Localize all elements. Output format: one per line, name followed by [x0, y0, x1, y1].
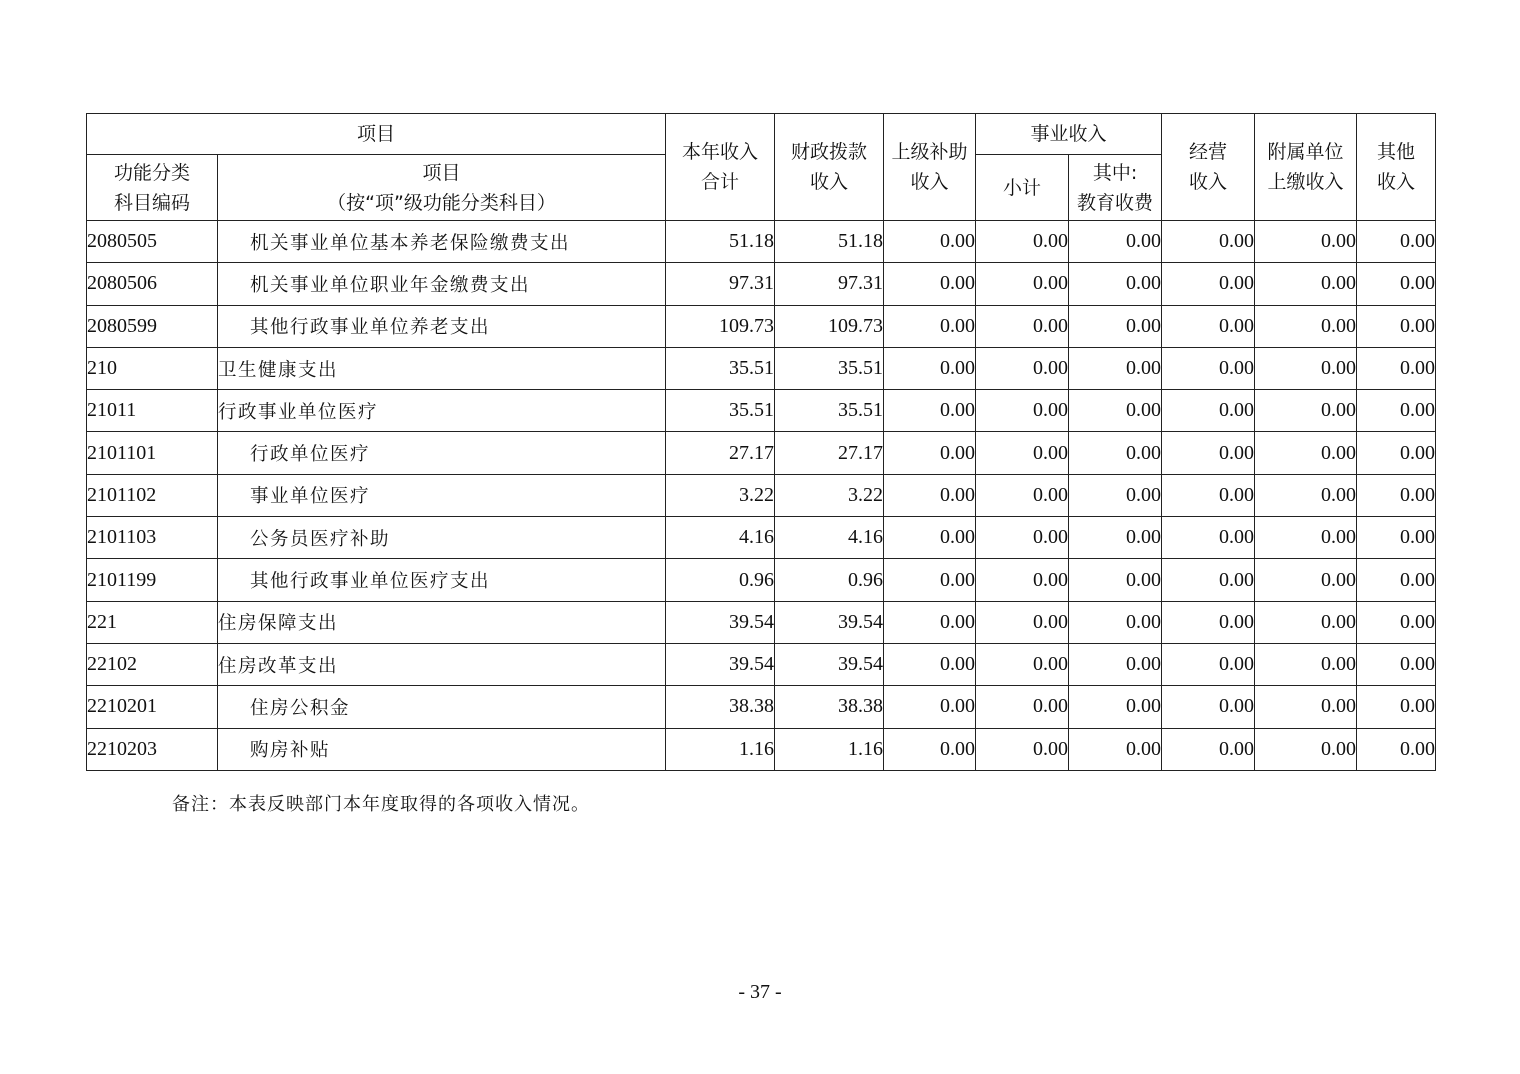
- affiliated-value: 0.00: [1255, 728, 1357, 770]
- other-value: 0.00: [1357, 432, 1436, 474]
- education-fee-value: 0.00: [1069, 305, 1162, 347]
- affiliated-value: 0.00: [1255, 221, 1357, 263]
- operating-value: 0.00: [1162, 559, 1255, 601]
- function-code: 221: [87, 601, 218, 643]
- affiliated-value: 0.00: [1255, 432, 1357, 474]
- operating-value: 0.00: [1162, 474, 1255, 516]
- education-fee-value: 0.00: [1069, 517, 1162, 559]
- other-value: 0.00: [1357, 263, 1436, 305]
- other-value: 0.00: [1357, 643, 1436, 685]
- superior-value: 0.00: [884, 347, 976, 389]
- education-fee-value: 0.00: [1069, 728, 1162, 770]
- item-name: 住房公积金: [218, 686, 666, 728]
- affiliated-value: 0.00: [1255, 263, 1357, 305]
- item-name: 其他行政事业单位医疗支出: [218, 559, 666, 601]
- fiscal-value: 35.51: [775, 347, 884, 389]
- fiscal-value: 109.73: [775, 305, 884, 347]
- fiscal-value: 1.16: [775, 728, 884, 770]
- item-name: 卫生健康支出: [218, 347, 666, 389]
- other-value: 0.00: [1357, 305, 1436, 347]
- education-fee-value: 0.00: [1069, 559, 1162, 601]
- header-operating-income: 经营 收入: [1162, 114, 1255, 221]
- table-row: [87, 305, 1436, 347]
- item-name: 机关事业单位基本养老保险缴费支出: [218, 221, 666, 263]
- header-other-income: 其他 收入: [1357, 114, 1436, 221]
- table-row: [87, 686, 1436, 728]
- fiscal-value: 35.51: [775, 390, 884, 432]
- superior-value: 0.00: [884, 432, 976, 474]
- table-row: [87, 643, 1436, 685]
- total-income-value: 4.16: [666, 517, 775, 559]
- header-row-1: [87, 114, 1436, 155]
- education-fee-value: 0.00: [1069, 643, 1162, 685]
- income-table-sheet: [86, 113, 1435, 771]
- operating-value: 0.00: [1162, 347, 1255, 389]
- item-name: 住房改革支出: [218, 643, 666, 685]
- fiscal-value: 51.18: [775, 221, 884, 263]
- table-row: [87, 390, 1436, 432]
- superior-value: 0.00: [884, 517, 976, 559]
- operating-value: 0.00: [1162, 517, 1255, 559]
- header-education-fee: 其中: 教育收费: [1069, 155, 1162, 221]
- superior-value: 0.00: [884, 643, 976, 685]
- superior-value: 0.00: [884, 686, 976, 728]
- total-income-value: 27.17: [666, 432, 775, 474]
- subtotal-value: 0.00: [976, 347, 1069, 389]
- table-row: [87, 432, 1436, 474]
- header-business-subtotal: 小计: [976, 155, 1069, 221]
- header-item-name: 项目 （按“项”级功能分类科目）: [218, 155, 666, 221]
- total-income-value: 39.54: [666, 601, 775, 643]
- header-superior-subsidy: 上级补助 收入: [884, 114, 976, 221]
- function-code: 210: [87, 347, 218, 389]
- superior-value: 0.00: [884, 728, 976, 770]
- affiliated-value: 0.00: [1255, 643, 1357, 685]
- total-income-value: 0.96: [666, 559, 775, 601]
- superior-value: 0.00: [884, 474, 976, 516]
- header-item-group: 项目: [87, 114, 666, 155]
- operating-value: 0.00: [1162, 643, 1255, 685]
- superior-value: 0.00: [884, 390, 976, 432]
- item-name: 事业单位医疗: [218, 474, 666, 516]
- education-fee-value: 0.00: [1069, 686, 1162, 728]
- affiliated-value: 0.00: [1255, 390, 1357, 432]
- subtotal-value: 0.00: [976, 390, 1069, 432]
- operating-value: 0.00: [1162, 305, 1255, 347]
- total-income-value: 39.54: [666, 643, 775, 685]
- operating-value: 0.00: [1162, 686, 1255, 728]
- subtotal-value: 0.00: [976, 517, 1069, 559]
- subtotal-value: 0.00: [976, 221, 1069, 263]
- other-value: 0.00: [1357, 559, 1436, 601]
- subtotal-value: 0.00: [976, 432, 1069, 474]
- function-code: 2101199: [87, 559, 218, 601]
- header-function-code: 功能分类 科目编码: [87, 155, 218, 221]
- item-name: 行政事业单位医疗: [218, 390, 666, 432]
- other-value: 0.00: [1357, 390, 1436, 432]
- superior-value: 0.00: [884, 263, 976, 305]
- table-row: [87, 221, 1436, 263]
- function-code: 2101103: [87, 517, 218, 559]
- education-fee-value: 0.00: [1069, 221, 1162, 263]
- operating-value: 0.00: [1162, 390, 1255, 432]
- function-code: 2101101: [87, 432, 218, 474]
- item-name: 住房保障支出: [218, 601, 666, 643]
- total-income-value: 3.22: [666, 474, 775, 516]
- table-row: [87, 263, 1436, 305]
- function-code: 2080506: [87, 263, 218, 305]
- table-body: [87, 221, 1436, 771]
- total-income-value: 51.18: [666, 221, 775, 263]
- header-affiliated-income: 附属单位 上缴收入: [1255, 114, 1357, 221]
- affiliated-value: 0.00: [1255, 474, 1357, 516]
- total-income-value: 97.31: [666, 263, 775, 305]
- subtotal-value: 0.00: [976, 686, 1069, 728]
- other-value: 0.00: [1357, 517, 1436, 559]
- operating-value: 0.00: [1162, 601, 1255, 643]
- table-row: [87, 517, 1436, 559]
- item-name: 行政单位医疗: [218, 432, 666, 474]
- function-code: 2080505: [87, 221, 218, 263]
- superior-value: 0.00: [884, 305, 976, 347]
- other-value: 0.00: [1357, 728, 1436, 770]
- education-fee-value: 0.00: [1069, 347, 1162, 389]
- subtotal-value: 0.00: [976, 305, 1069, 347]
- function-code: 2080599: [87, 305, 218, 347]
- other-value: 0.00: [1357, 474, 1436, 516]
- item-name: 购房补贴: [218, 728, 666, 770]
- operating-value: 0.00: [1162, 221, 1255, 263]
- affiliated-value: 0.00: [1255, 347, 1357, 389]
- function-code: 2210203: [87, 728, 218, 770]
- fiscal-value: 39.54: [775, 643, 884, 685]
- header-total-income: 本年收入 合计: [666, 114, 775, 221]
- other-value: 0.00: [1357, 686, 1436, 728]
- subtotal-value: 0.00: [976, 559, 1069, 601]
- total-income-value: 35.51: [666, 347, 775, 389]
- total-income-value: 35.51: [666, 390, 775, 432]
- fiscal-value: 38.38: [775, 686, 884, 728]
- superior-value: 0.00: [884, 221, 976, 263]
- table-row: [87, 728, 1436, 770]
- education-fee-value: 0.00: [1069, 601, 1162, 643]
- subtotal-value: 0.00: [976, 728, 1069, 770]
- function-code: 21011: [87, 390, 218, 432]
- total-income-value: 1.16: [666, 728, 775, 770]
- education-fee-value: 0.00: [1069, 432, 1162, 474]
- item-name: 其他行政事业单位养老支出: [218, 305, 666, 347]
- fiscal-value: 39.54: [775, 601, 884, 643]
- other-value: 0.00: [1357, 347, 1436, 389]
- fiscal-value: 4.16: [775, 517, 884, 559]
- education-fee-value: 0.00: [1069, 474, 1162, 516]
- function-code: 22102: [87, 643, 218, 685]
- subtotal-value: 0.00: [976, 474, 1069, 516]
- table-row: [87, 559, 1436, 601]
- item-name: 机关事业单位职业年金缴费支出: [218, 263, 666, 305]
- total-income-value: 38.38: [666, 686, 775, 728]
- subtotal-value: 0.00: [976, 601, 1069, 643]
- income-table: [86, 113, 1436, 771]
- table-row: [87, 474, 1436, 516]
- education-fee-value: 0.00: [1069, 390, 1162, 432]
- item-name: 公务员医疗补助: [218, 517, 666, 559]
- education-fee-value: 0.00: [1069, 263, 1162, 305]
- function-code: 2101102: [87, 474, 218, 516]
- other-value: 0.00: [1357, 601, 1436, 643]
- affiliated-value: 0.00: [1255, 686, 1357, 728]
- table-row: [87, 347, 1436, 389]
- total-income-value: 109.73: [666, 305, 775, 347]
- operating-value: 0.00: [1162, 432, 1255, 474]
- fiscal-value: 27.17: [775, 432, 884, 474]
- fiscal-value: 0.96: [775, 559, 884, 601]
- superior-value: 0.00: [884, 601, 976, 643]
- operating-value: 0.00: [1162, 728, 1255, 770]
- table-row: [87, 601, 1436, 643]
- operating-value: 0.00: [1162, 263, 1255, 305]
- page-number: - 37 -: [738, 981, 782, 1003]
- fiscal-value: 3.22: [775, 474, 884, 516]
- affiliated-value: 0.00: [1255, 305, 1357, 347]
- subtotal-value: 0.00: [976, 263, 1069, 305]
- table-footnote: 备注：本表反映部门本年度取得的各项收入情况。: [172, 794, 590, 815]
- affiliated-value: 0.00: [1255, 517, 1357, 559]
- fiscal-value: 97.31: [775, 263, 884, 305]
- affiliated-value: 0.00: [1255, 601, 1357, 643]
- header-business-income-group: 事业收入: [976, 114, 1162, 155]
- subtotal-value: 0.00: [976, 643, 1069, 685]
- other-value: 0.00: [1357, 221, 1436, 263]
- affiliated-value: 0.00: [1255, 559, 1357, 601]
- superior-value: 0.00: [884, 559, 976, 601]
- header-fiscal-appropriation: 财政拨款 收入: [775, 114, 884, 221]
- function-code: 2210201: [87, 686, 218, 728]
